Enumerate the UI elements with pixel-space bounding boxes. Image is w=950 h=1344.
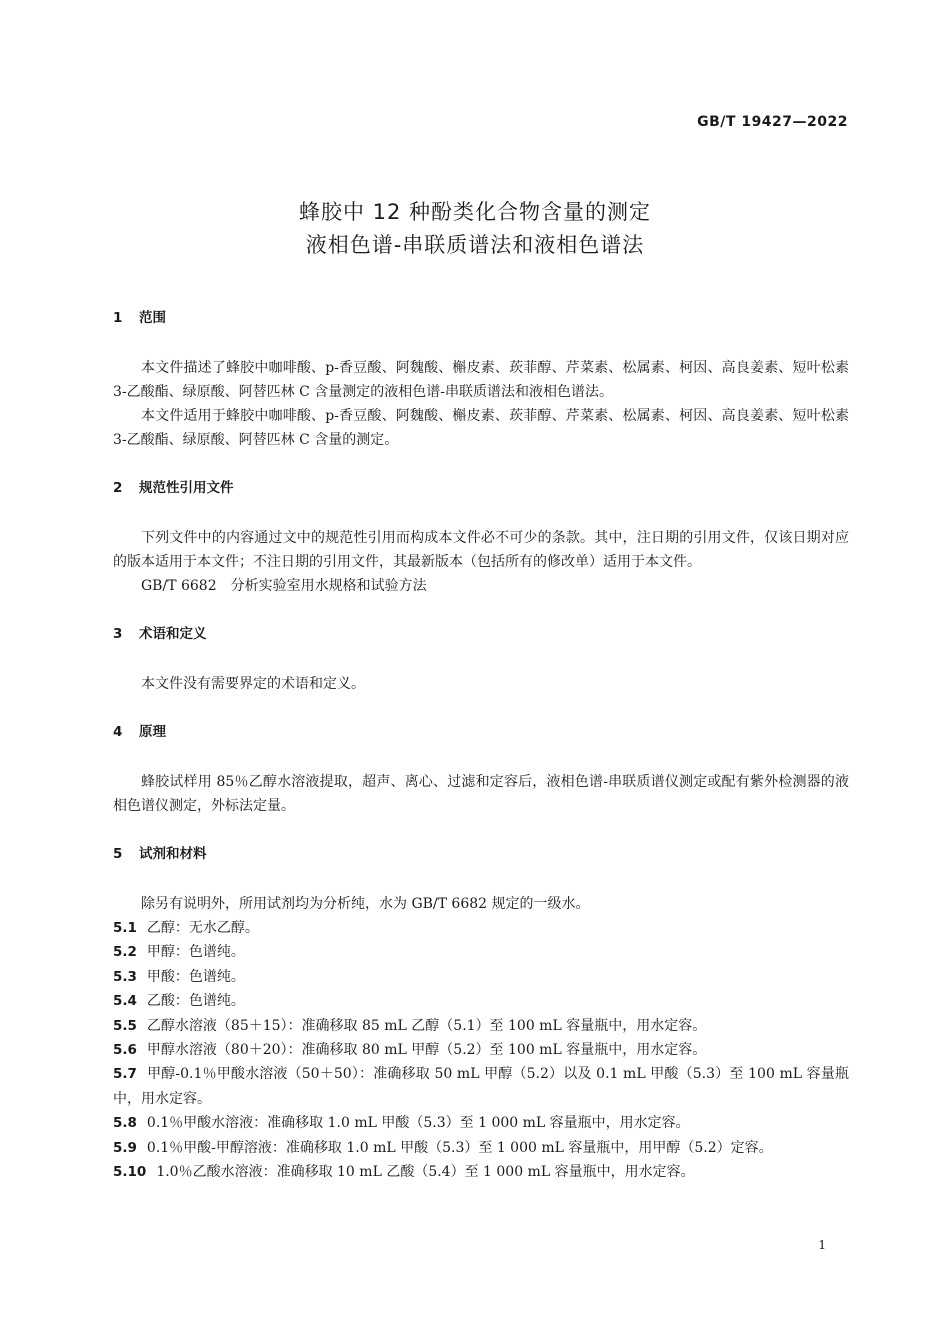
list-item: 5.10 1.0％乙酸水溶液：准确移取 10 mL 乙酸（5.4）至 1 000 mL 容量瓶中，用水定容。 <box>113 1164 695 1181</box>
section-heading-terms <box>113 622 849 646</box>
list-item: 5.2 甲醇：色谱纯。 <box>113 944 245 961</box>
section-number: 1 <box>113 310 123 326</box>
list-item: 5.6 甲醇水溶液（80＋20）：准确移取 80 mL 甲醇（5.2）至 100 mL 容量瓶中，用水定容。 <box>113 1042 707 1059</box>
list-item: 5.3 甲酸：色谱纯。 <box>113 968 245 985</box>
title-line-1: 蜂胶中 12 种酚类化合物含量的测定 <box>298 200 652 224</box>
section-heading-reagents <box>113 842 849 866</box>
list-item: 5.8 0.1％甲酸水溶液：准确移取 1.0 mL 甲酸（5.3）至 1 000 mL 容量瓶中，用水定容。 <box>113 1115 690 1132</box>
section-title: 范围 <box>139 310 166 326</box>
paragraph: 本文件没有需要界定的术语和定义。 <box>141 676 365 692</box>
section-number: 3 <box>113 626 123 642</box>
section-title: 规范性引用文件 <box>139 480 234 496</box>
paragraph: 本文件适用于蜂胶中咖啡酸、p-香豆酸、阿魏酸、槲皮素、莰菲醇、芹菜素、松属素、柯因、高良姜素、短叶松素 3-乙酸酯、绿原酸、阿替匹林 C 含量的测定。 <box>113 408 849 448</box>
title-line-2: 液相色谱-串联质谱法和液相色谱法 <box>305 233 645 257</box>
document-title <box>0 196 950 262</box>
list-item: 5.4 乙酸：色谱纯。 <box>113 993 245 1010</box>
section-number: 5 <box>113 846 123 862</box>
section-title: 试剂和材料 <box>139 846 207 862</box>
paragraph: 除另有说明外，所用试剂均为分析纯，水为 GB/T 6682 规定的一级水。 <box>141 896 590 912</box>
paragraph: 本文件描述了蜂胶中咖啡酸、p-香豆酸、阿魏酸、槲皮素、莰菲醇、芹菜素、松属素、柯因、高良姜素、短叶松素 3-乙酸酯、绿原酸、阿替匹林 C 含量测定的液相色谱-串联质谱法和液相色谱法。 <box>113 360 849 400</box>
list-item: 5.1 乙醇：无水乙醇。 <box>113 920 259 936</box>
reagent-list <box>113 916 849 1184</box>
section-heading-normative-references <box>113 476 849 500</box>
section-number: 2 <box>113 480 123 496</box>
section-heading-scope <box>113 306 849 330</box>
page-number: 1 <box>818 1238 826 1252</box>
document-body <box>113 306 849 1184</box>
paragraph: 蜂胶试样用 85％乙醇水溶液提取，超声、离心、过滤和定容后，液相色谱-串联质谱仪测定或配有紫外检测器的液相色谱仪测定，外标法定量。 <box>113 774 849 814</box>
standard-code: GB/T 19427—2022 <box>697 114 848 130</box>
list-item: 5.7 甲醇-0.1％甲酸水溶液（50＋50）：准确移取 50 mL 甲醇（5.2）以及 0.1 mL 甲酸（5.3）至 100 mL 容量瓶中，用水定容。 <box>113 1066 849 1107</box>
section-title: 术语和定义 <box>139 626 207 642</box>
section-title: 原理 <box>139 724 166 740</box>
section-heading-principle <box>113 720 849 744</box>
paragraph: 下列文件中的内容通过文中的规范性引用而构成本文件必不可少的条款。其中，注日期的引用文件，仅该日期对应的版本适用于本文件；不注日期的引用文件，其最新版本（包括所有的修改单）适用于本文件。 <box>113 530 849 570</box>
list-item: 5.5 乙醇水溶液（85＋15）：准确移取 85 mL 乙醇（5.1）至 100 mL 容量瓶中，用水定容。 <box>113 1017 707 1034</box>
section-number: 4 <box>113 724 123 740</box>
normative-reference: GB/T 6682 分析实验室用水规格和试验方法 <box>141 578 427 594</box>
list-item: 5.9 0.1％甲酸-甲醇溶液：准确移取 1.0 mL 甲酸（5.3）至 1 000 mL 容量瓶中，用甲醇（5.2）定容。 <box>113 1139 773 1156</box>
